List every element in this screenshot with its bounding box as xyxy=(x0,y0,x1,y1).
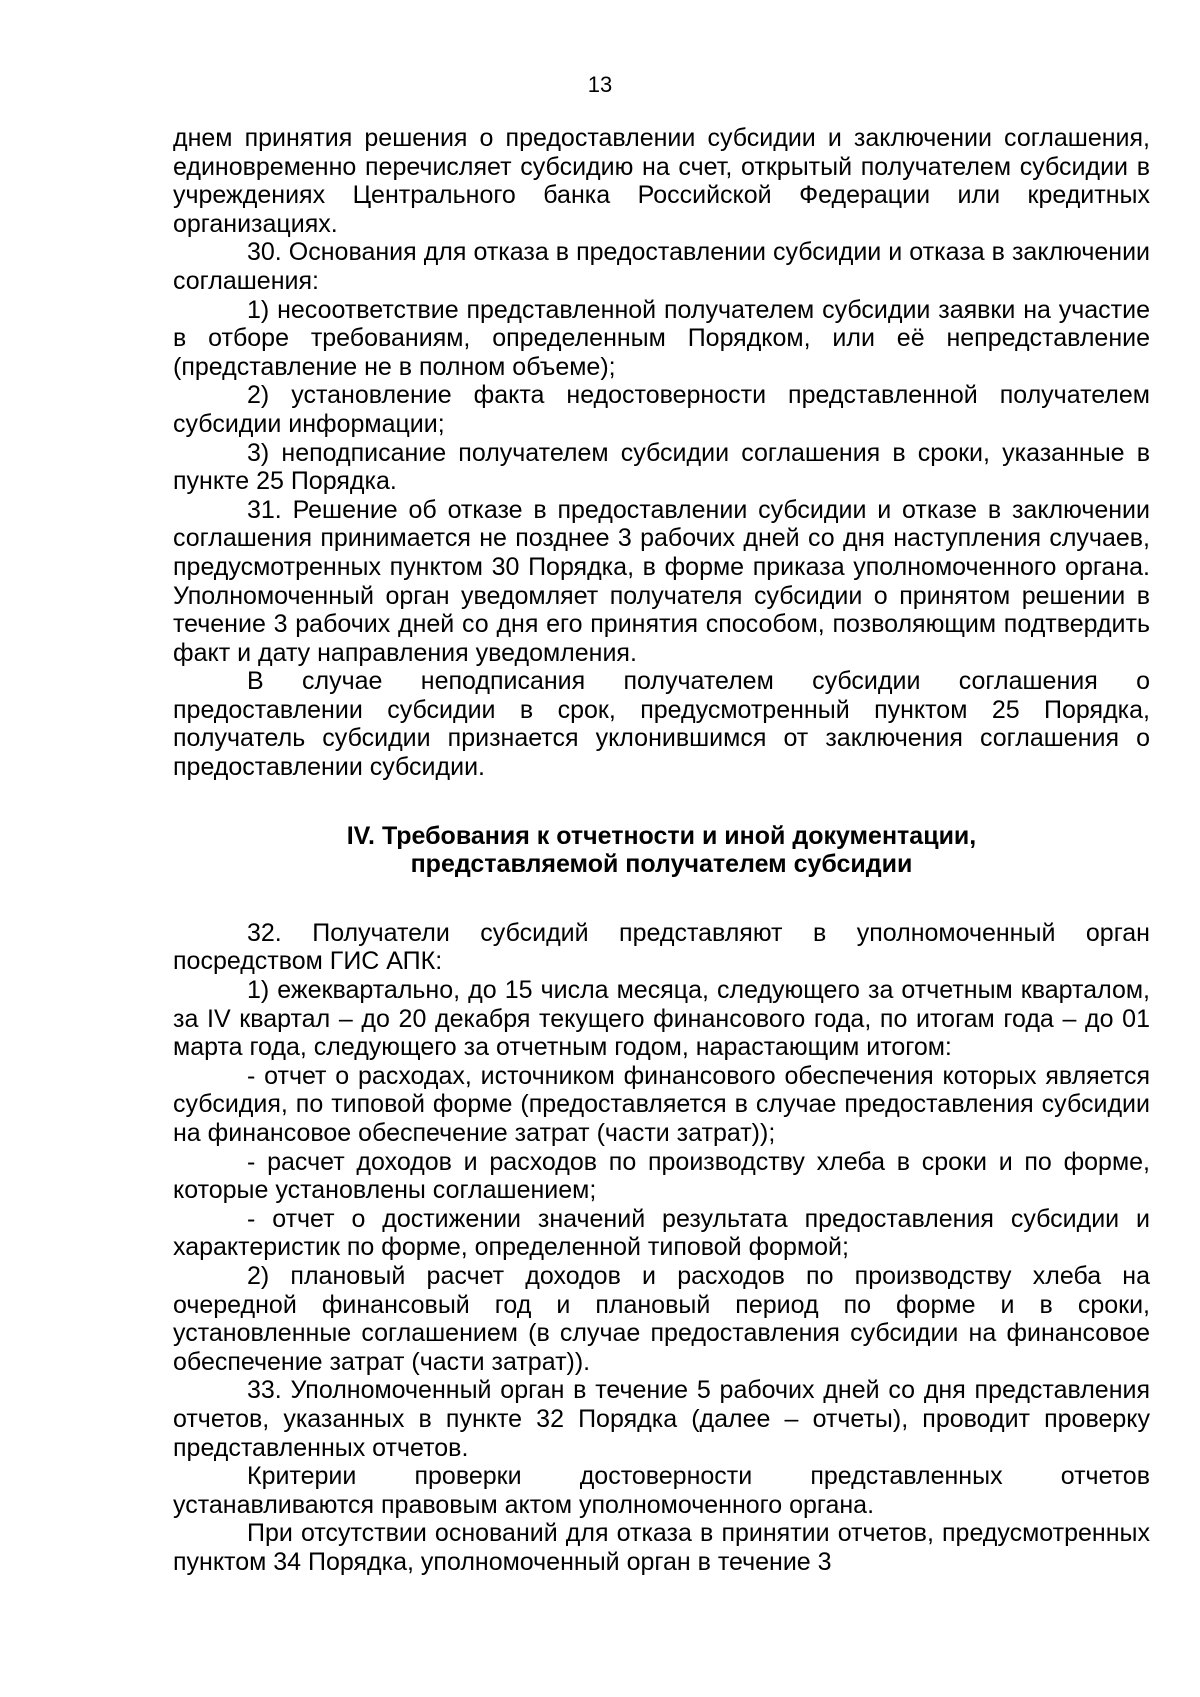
paragraphs-before-section xyxy=(173,124,1150,782)
paragraph: В случае неподписания получателем субсидии соглашения о предоставлении субсидии в срок, предусмотренный пунктом 25 Порядка, получатель субсидии признается уклонившимся от заключения соглашения о предоставлении субсидии. xyxy=(173,667,1150,782)
section-heading xyxy=(173,822,1150,879)
paragraph: 1) несоответствие представленной получателем субсидии заявки на участие в отборе требованиям, определенным Порядком, или её непредставление (представление не в полном объеме); xyxy=(173,295,1150,381)
paragraph: 33. Уполномоченный орган в течение 5 рабочих дней со дня представления отчетов, указанных в пункте 32 Порядка (далее – отчеты), проводит проверку представленных отчетов. xyxy=(173,1376,1150,1462)
paragraph: - расчет доходов и расходов по производству хлеба в сроки и по форме, которые установлены соглашением; xyxy=(173,1147,1150,1205)
paragraph: - отчет о расходах, источником финансового обеспечения которых является субсидия, по типовой форме (предоставляется в случае предоставления субсидии на финансовое обеспечение затрат (части затрат)); xyxy=(173,1061,1150,1147)
paragraph: 1) ежеквартально, до 15 числа месяца, следующего за отчетным кварталом, за IV квартал – до 20 декабря текущего финансового года, по итогам года – до 01 марта года, следующего за отчетным годом, нарастающим итогом: xyxy=(173,976,1150,1062)
paragraph: 32. Получатели субсидий представляют в уполномоченный орган посредством ГИС АПК: xyxy=(173,918,1150,976)
document-body xyxy=(173,124,1150,1577)
paragraph: 3) неподписание получателем субсидии соглашения в сроки, указанные в пункте 25 Порядка. xyxy=(173,438,1150,496)
paragraph: 2) плановый расчет доходов и расходов по производству хлеба на очередной финансовый год и плановый период по форме и в сроки, установленные соглашением (в случае предоставления субсидии на финансовое обеспечение затрат (части затрат)). xyxy=(173,1261,1150,1376)
page-number: 13 xyxy=(587,72,613,97)
section-heading-line-2: представляемой получателем субсидии xyxy=(410,850,913,879)
paragraph: 30. Основания для отказа в предоставлении субсидии и отказа в заключении соглашения: xyxy=(173,238,1150,295)
paragraph: - отчет о достижении значений результата предоставления субсидии и характеристик по форме, определенной типовой формой; xyxy=(173,1204,1150,1262)
paragraph: Критерии проверки достоверности представленных отчетов устанавливаются правовым актом уполномоченного органа. xyxy=(173,1462,1150,1519)
section-heading-line-1: IV. Требования к отчетности и иной документации, xyxy=(346,821,977,850)
paragraph: днем принятия решения о предоставлении субсидии и заключении соглашения, единовременно перечисляет субсидию на счет, открытый получателем субсидии в учреждениях Центрального банка Российской Федерации или кредитных организациях. xyxy=(173,124,1150,238)
paragraph: При отсутствии оснований для отказа в принятии отчетов, предусмотренных пунктом 34 Порядка, уполномоченный орган в течение 3 xyxy=(173,1519,1150,1576)
paragraph: 31. Решение об отказе в предоставлении субсидии и отказе в заключении соглашения принимается не позднее 3 рабочих дней со дня наступления случаев, предусмотренных пунктом 30 Порядка, в форме приказа уполномоченного органа. Уполномоченный орган уведомляет получателя субсидии о принятом решении в течение 3 рабочих дней со дня его принятия способом, позволяющим подтвердить факт и дату направления уведомления. xyxy=(173,495,1150,667)
paragraphs-after-section xyxy=(173,919,1150,1577)
paragraph: 2) установление факта недостоверности представленной получателем субсидии информации; xyxy=(173,381,1150,438)
